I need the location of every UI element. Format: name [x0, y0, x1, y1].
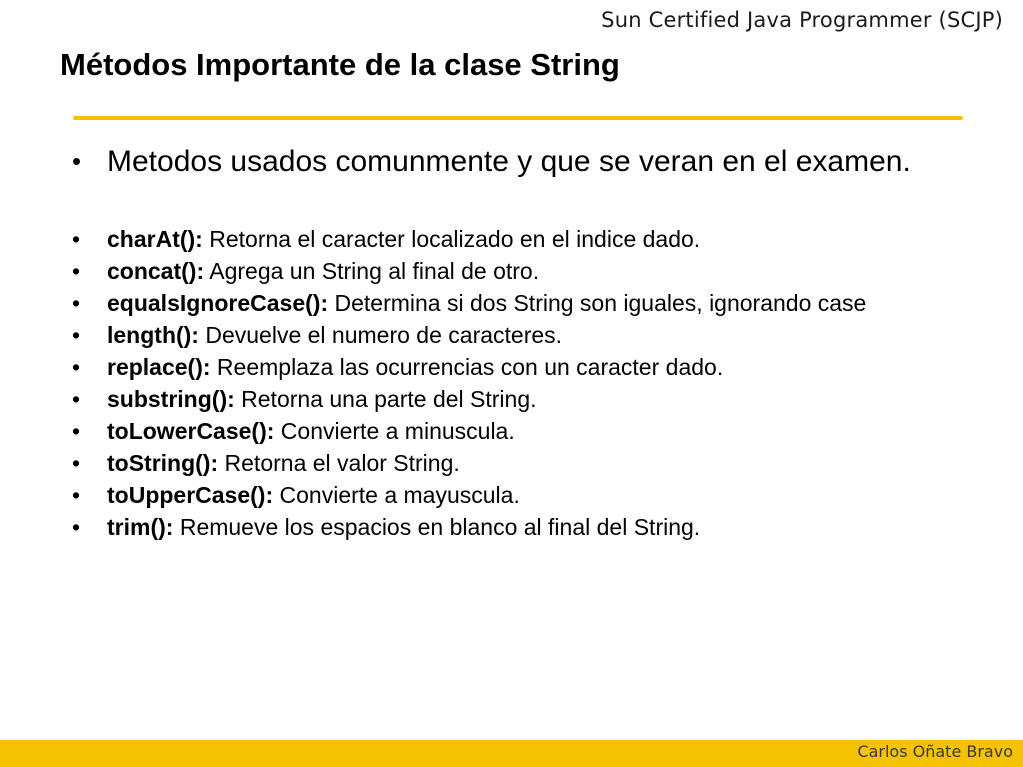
- method-item-substring: [72, 383, 972, 415]
- bullet-dot: •: [72, 514, 81, 540]
- method-description: Convierte a mayuscula.: [273, 482, 520, 508]
- method-name: length():: [107, 322, 199, 348]
- course-header: Sun Certified Java Programmer (SCJP): [601, 8, 1003, 32]
- method-name: concat():: [107, 258, 205, 284]
- method-name: equalsIgnoreCase():: [107, 290, 329, 316]
- method-description: Retorna el caracter localizado en el indice dado.: [202, 226, 701, 252]
- method-description: Convierte a minuscula.: [274, 418, 515, 444]
- bullet-dot: •: [72, 354, 81, 380]
- method-name: toUpperCase():: [107, 482, 274, 508]
- method-description: Agrega un String al final de otro.: [204, 258, 540, 284]
- intro-text: Metodos usados comunmente y que se veran en el examen.: [107, 145, 911, 178]
- intro-bullet: [72, 143, 952, 180]
- footer-band: [0, 740, 1023, 767]
- method-item-touppercase: [72, 479, 972, 511]
- bullet-dot: •: [72, 258, 81, 284]
- bullet-dot: •: [72, 386, 81, 412]
- method-item-replace: [72, 351, 972, 383]
- bullet-dot: •: [72, 418, 81, 444]
- method-description: Determina si dos String son iguales, ignorando case: [328, 290, 867, 316]
- slide-title: Métodos Importante de la clase String: [60, 47, 620, 82]
- method-item-tolowercase: [72, 415, 972, 447]
- method-item-concat: [72, 255, 972, 287]
- footer-author: Carlos Oñate Bravo: [857, 742, 1013, 761]
- method-name: substring():: [107, 386, 235, 412]
- bullet-dot: •: [72, 290, 81, 316]
- bullet-dot: •: [72, 482, 81, 508]
- method-description: Devuelve el numero de caracteres.: [198, 322, 563, 348]
- method-list: [72, 223, 972, 543]
- bullet-dot: •: [72, 146, 82, 176]
- bullet-dot: •: [72, 450, 81, 476]
- bullet-dot: •: [72, 226, 81, 252]
- method-item-charat: [72, 223, 972, 255]
- method-description: Reemplaza las ocurrencias con un caracter dado.: [210, 354, 724, 380]
- method-name: charAt():: [107, 226, 203, 252]
- method-item-trim: [72, 511, 972, 543]
- method-item-length: [72, 319, 972, 351]
- title-divider: [73, 116, 963, 120]
- method-item-equalsignorecase: [72, 287, 972, 319]
- method-name: toString():: [107, 450, 219, 476]
- method-name: replace():: [107, 354, 211, 380]
- method-description: Retorna una parte del String.: [234, 386, 537, 412]
- method-name: trim():: [107, 514, 174, 540]
- method-name: toLowerCase():: [107, 418, 275, 444]
- bullet-dot: •: [72, 322, 81, 348]
- method-description: Retorna el valor String.: [218, 450, 460, 476]
- method-description: Remueve los espacios en blanco al final del String.: [173, 514, 701, 540]
- method-item-tostring: [72, 447, 972, 479]
